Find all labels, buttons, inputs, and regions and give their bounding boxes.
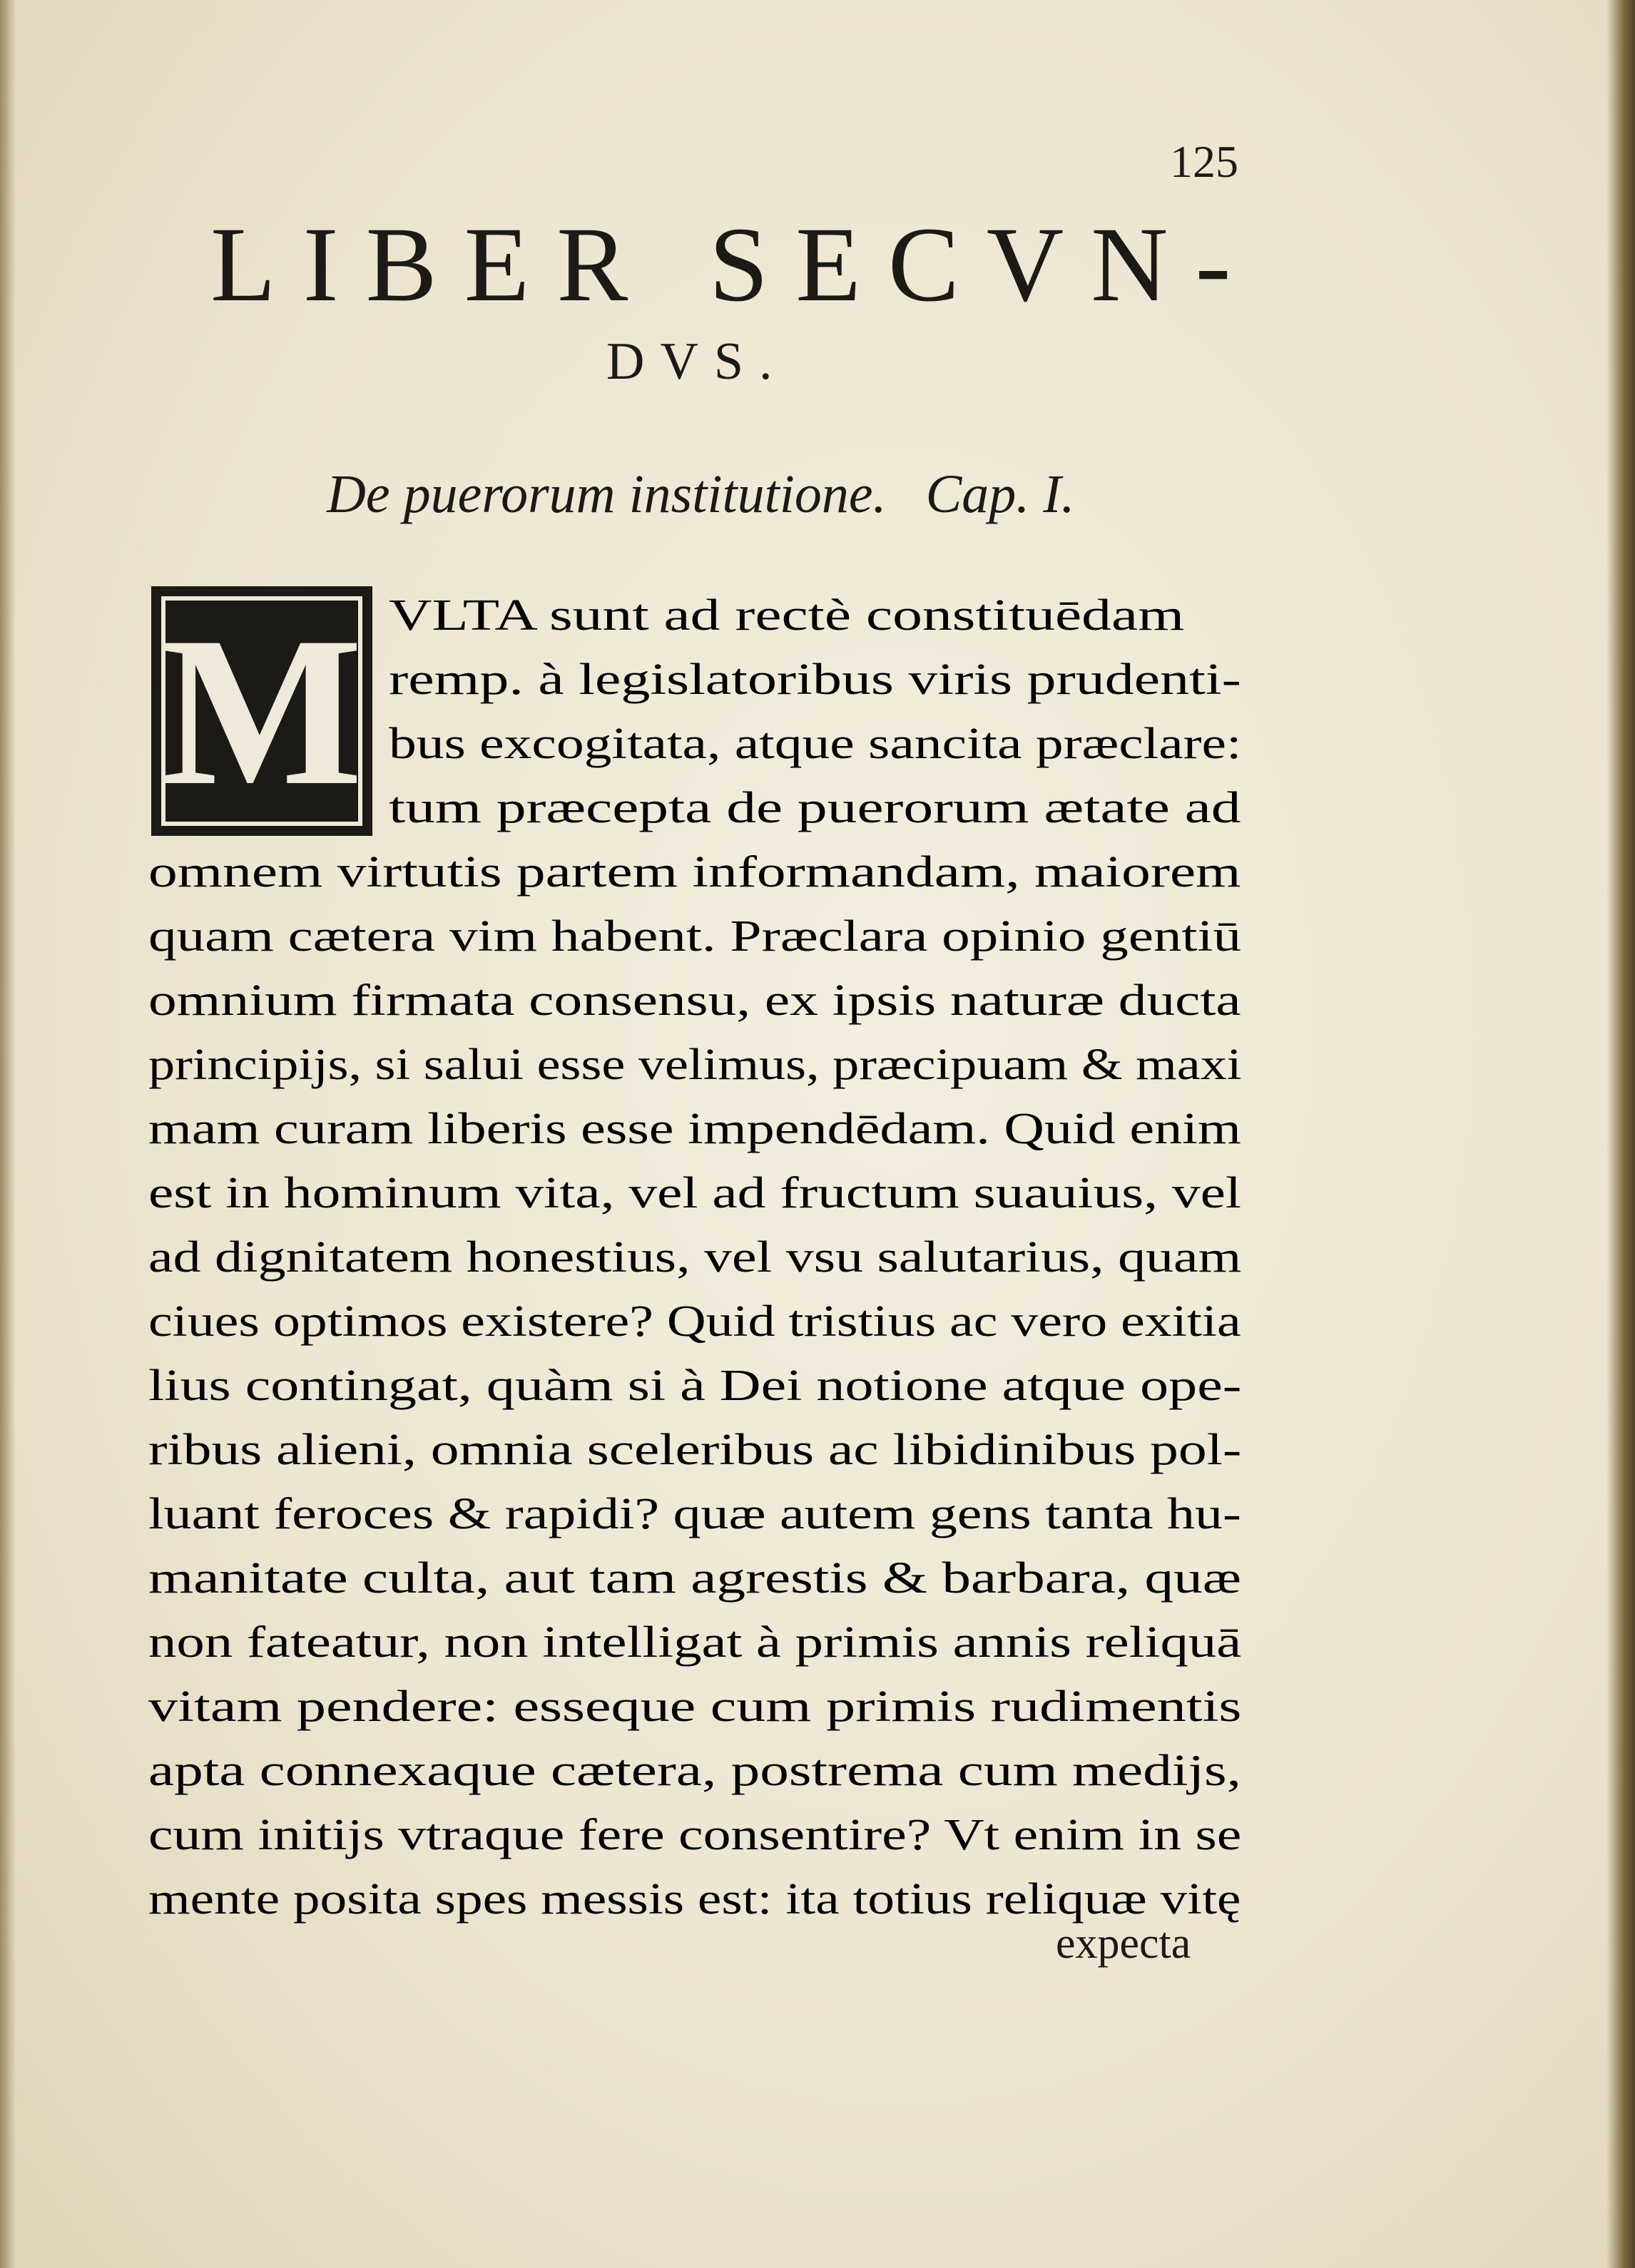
text-line: est in hominum vita, vel ad fructum suauius, vel: [148, 1169, 1242, 1217]
text-line: apta connexaque cætera, postrema cum medijs,: [148, 1747, 1241, 1795]
text-line: omnium firmata consensu, ex ipsis naturæ ducta: [148, 976, 1241, 1025]
text-line: VLTA sunt ad rectè constituēdam: [389, 591, 1185, 640]
book-title-continuation: DVS.: [606, 332, 788, 391]
text-line: omnem virtutis partem informandam, maiorem: [148, 848, 1241, 897]
initial-letter: M: [161, 593, 363, 829]
text-line: luant feroces & rapidi? quæ autem gens tanta hu-: [148, 1490, 1241, 1538]
text-line: cum initijs vtraque fere consentire? Vt enim in se: [148, 1811, 1242, 1859]
catchword: expecta: [1056, 1919, 1191, 1968]
text-line: remp. à legislatoribus viris prudenti-: [389, 655, 1241, 704]
text-line: mam curam liberis esse impendēdam. Quid enim: [148, 1105, 1241, 1153]
text-line: bus excogitata, atque sancita præclare:: [389, 720, 1242, 768]
text-line: non fateatur, non intelligat à primis annis reliquā: [148, 1618, 1242, 1667]
text-line: ad dignitatem honestius, vel vsu salutarius, quam: [148, 1233, 1242, 1282]
chapter-heading: [327, 464, 1075, 526]
text-line: ciues optimos existere? Quid tristius ac vero exitia: [148, 1297, 1241, 1346]
text-line: tum præcepta de puerorum ætate ad: [389, 784, 1241, 832]
chapter-title: De puerorum institutione.: [327, 464, 887, 524]
page-number: 125: [1170, 136, 1238, 187]
decorated-initial: [151, 586, 372, 836]
text-line: lius contingat, quàm si à Dei notione atque ope-: [148, 1362, 1242, 1410]
book-title: LIBER SECVN-: [210, 205, 1258, 324]
chapter-number: Cap. I.: [925, 464, 1075, 524]
text-line: manitate culta, aut tam agrestis & barbara, quæ: [148, 1554, 1241, 1603]
text-line: quam cætera vim habent. Præclara opinio gentiū: [148, 912, 1242, 961]
text-line: principijs, si salui esse velimus, præcipuam & maxi: [148, 1041, 1242, 1089]
text-line: vitam pendere: esseque cum primis rudimentis: [148, 1682, 1242, 1731]
text-line: ribus alieni, omnia sceleribus ac libidinibus pol-: [148, 1426, 1242, 1474]
text-line: mente posita spes messis est: ita totius reliquæ vitę: [148, 1875, 1241, 1924]
